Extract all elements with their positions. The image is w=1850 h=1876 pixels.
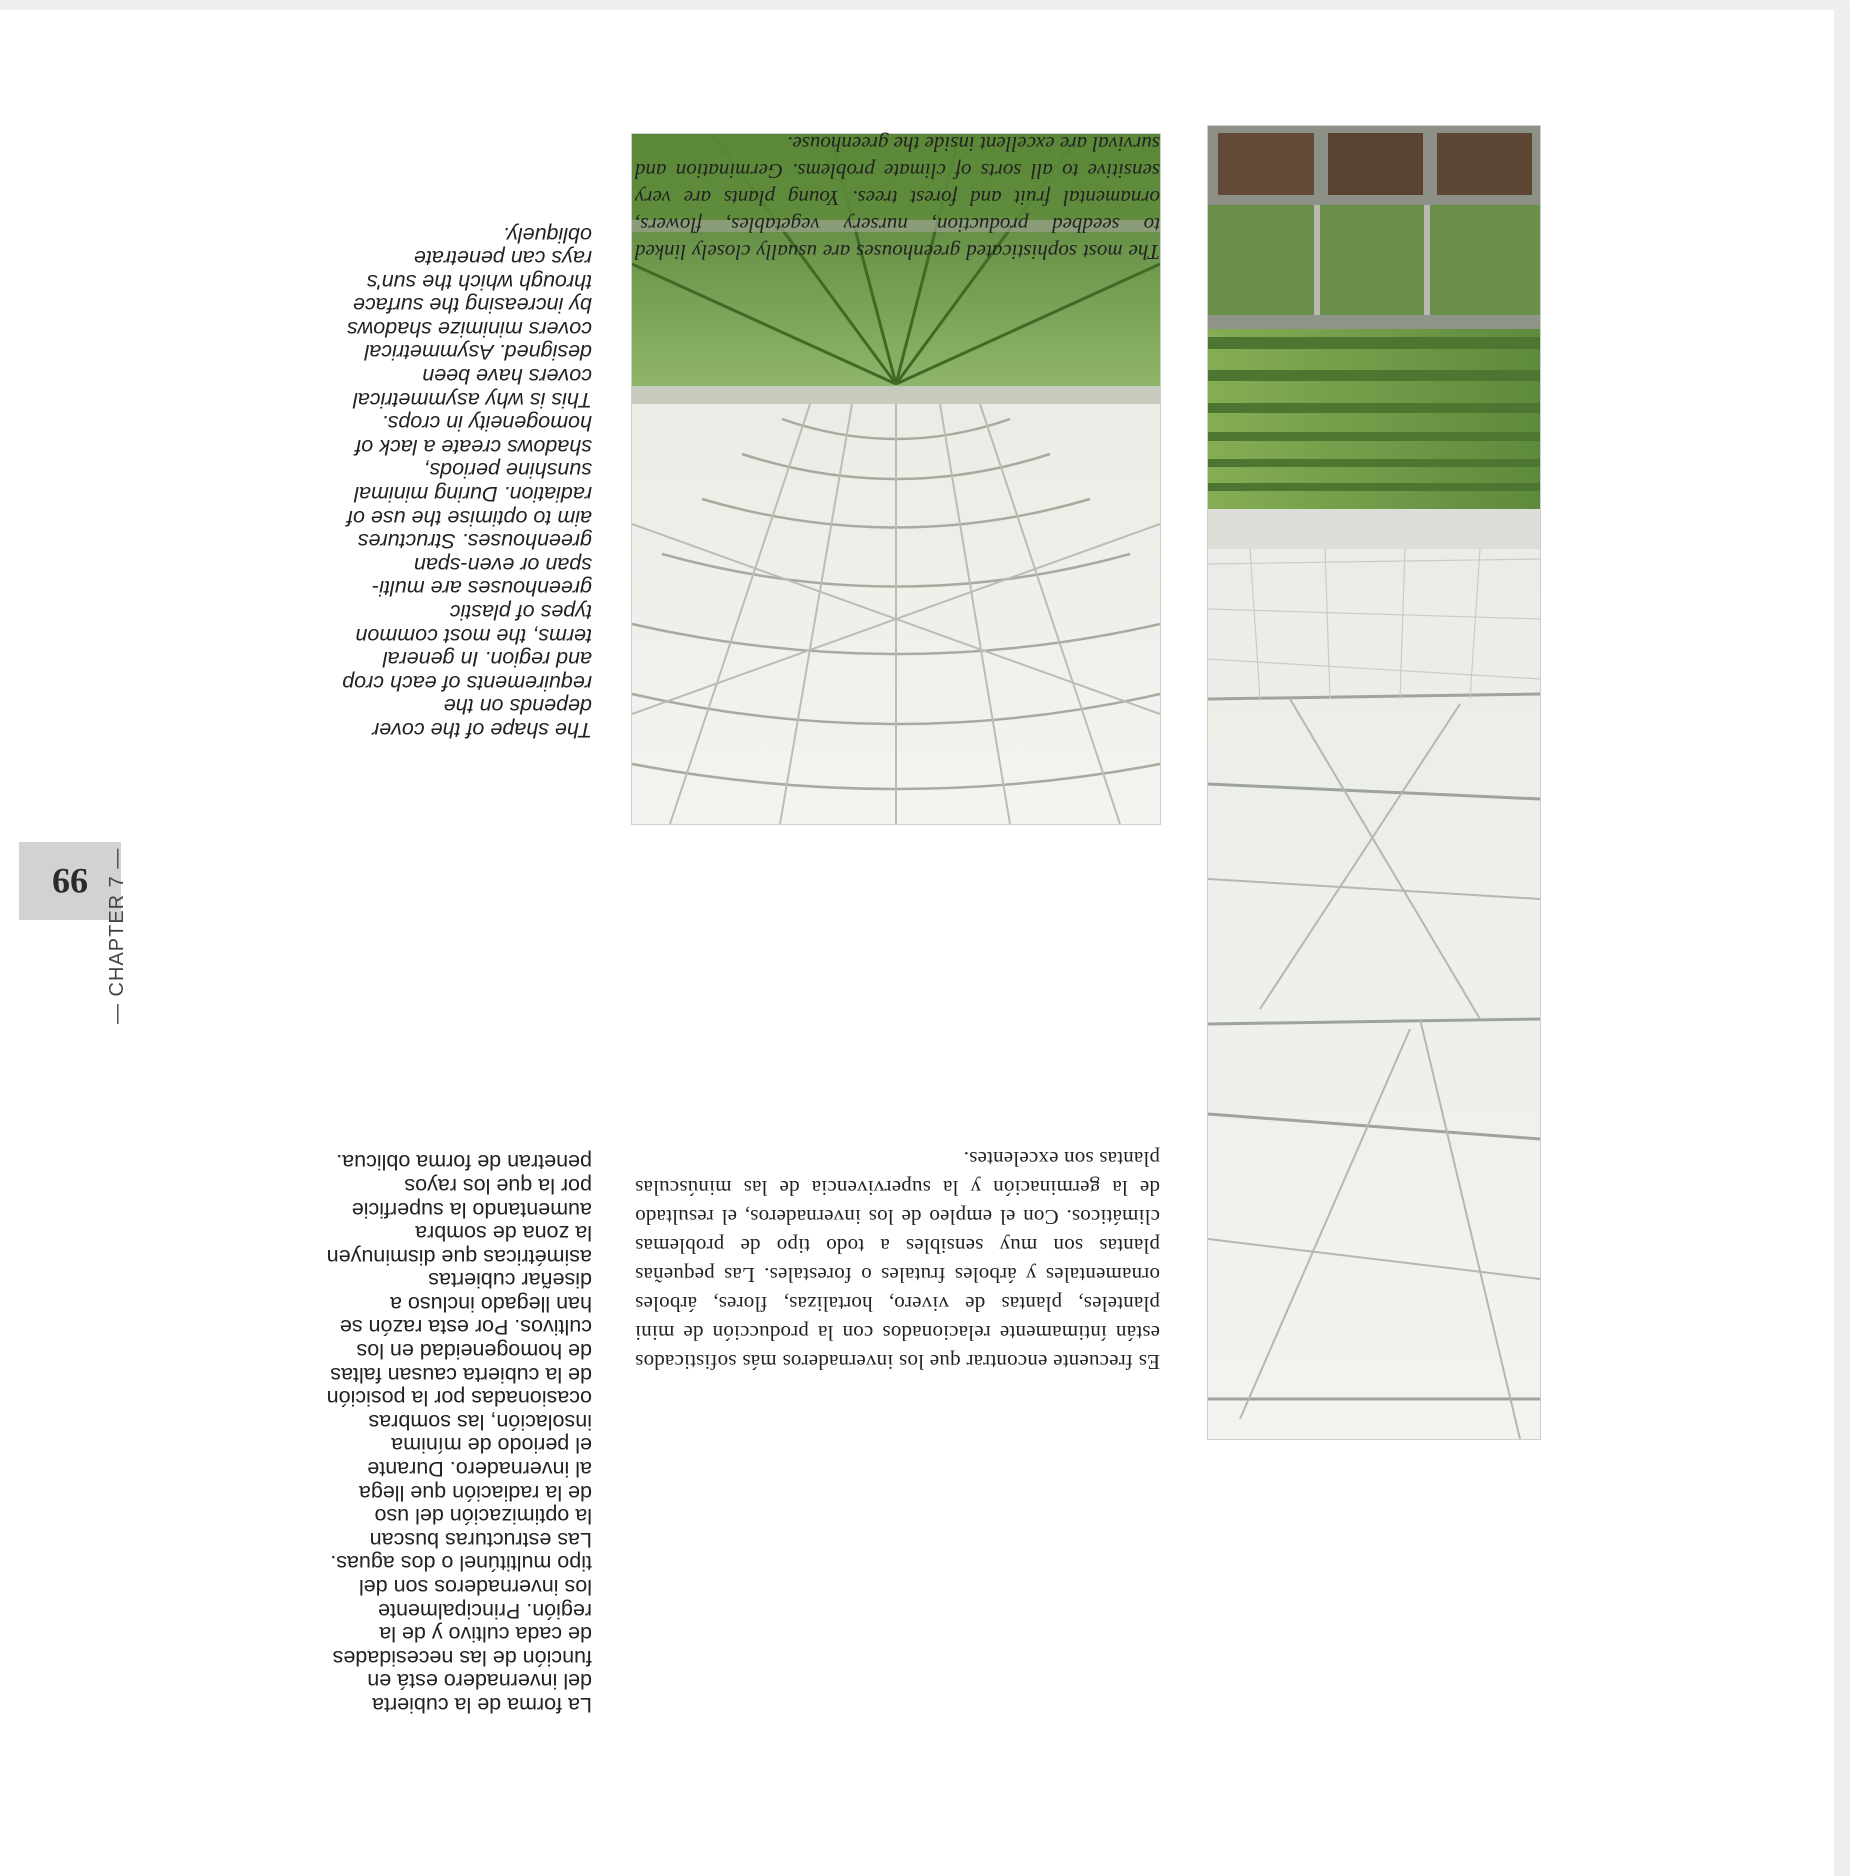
sidebar-line: depends on the	[443, 694, 592, 719]
sidebar-line: asimétricas que disminuyen	[326, 1244, 592, 1269]
sidebar-line: types of plastic	[449, 600, 592, 625]
sidebar-line: penetran de forma oblicua.	[336, 1150, 592, 1175]
page-number: 99	[52, 861, 88, 901]
sidebar-line: greenhouses. Structures	[357, 529, 592, 554]
sidebar-line: and region. In general	[382, 647, 592, 672]
sidebar-line: tipo multitúnel o dos aguas.	[330, 1551, 592, 1576]
sidebar-text-english	[302, 222, 592, 741]
sidebar-line: del invernadero está en	[367, 1669, 592, 1694]
sidebar-line: por la que los rayos	[404, 1173, 592, 1198]
sidebar-line: shadows create a lack of	[355, 434, 592, 459]
sidebar-line: by increasing the surface	[352, 293, 592, 318]
chapter-label: — CHAPTER 7 —	[106, 847, 128, 1024]
sidebar-line: de la cubierta causan faltas	[330, 1362, 592, 1387]
sidebar-line: greenhouses are multi-	[372, 576, 592, 601]
sidebar-line: covers have been	[422, 364, 592, 389]
sidebar-line: región. Principalmente	[378, 1598, 592, 1623]
sidebar-line: cultivos. Por esta razón se	[339, 1315, 592, 1340]
sidebar-line: through which the sun's	[366, 269, 592, 294]
sidebar-line: insolación, las sombras	[368, 1409, 592, 1434]
sidebar-line: La forma de la cubierta	[372, 1693, 592, 1717]
sidebar-line: The shape of the cover	[372, 718, 592, 742]
sidebar-line: designed. Asymmetrical	[364, 340, 592, 365]
sidebar-line: los invernaderos son del	[358, 1575, 592, 1600]
sidebar-line: obliquely.	[502, 222, 592, 247]
sidebar-line: span or even-span	[413, 552, 592, 577]
scan-edge-bottom	[0, 0, 1850, 10]
sidebar-line: sunshine periods,	[423, 458, 592, 483]
sidebar-line: de homogeneidad en los	[356, 1339, 592, 1364]
sidebar-line: la zona de sombra	[415, 1221, 592, 1246]
sidebar-line: ocasionadas por la posición	[326, 1386, 592, 1411]
sidebar-line: al invernadero. Durante	[367, 1457, 592, 1482]
intro-paragraph-english: The most sophisticated greenhouses are usually closely linked to seedbed production, nursery vegetables, flowers, ornamental fruit and forest trees. Young plants are very sensitive to all sorts of climate problems. Germination and survival are excellent inside the greenhouse.	[635, 132, 1160, 264]
sidebar-line: la optimización del uso	[374, 1504, 592, 1529]
sidebar-line: el periodo de mínima	[391, 1433, 592, 1458]
sidebar-text-spanish	[302, 1150, 592, 1716]
sidebar-line: diseñar cubiertas	[428, 1268, 592, 1293]
sidebar-line: de la radiación que llega	[358, 1480, 592, 1505]
greenhouse-seedbed-photo	[1207, 125, 1541, 1440]
sidebar-line: rays can penetrate	[413, 246, 592, 271]
sidebar-line: radiation. During minimal	[354, 482, 592, 507]
sidebar-line: función de las necesidades	[332, 1645, 592, 1670]
sidebar-line: requirements of each crop	[342, 670, 592, 695]
sidebar-line: aumentando la superficie	[351, 1197, 592, 1222]
sidebar-line: han llegado incluso a	[389, 1291, 592, 1316]
sidebar-line: aim to optimise the use of	[347, 505, 592, 530]
sidebar-line: terms, the most common	[355, 623, 592, 648]
sidebar-line: Las estructuras buscan	[369, 1527, 592, 1552]
intro-paragraph-spanish: Es frecuente encontrar que los invernaderos más sofisticados están íntimamente relacionados con la producción de mini planteles, plantas de vivero, hortalizas, flores, árboles ornamentales y árboles frutales o forestales. Las pequeñas plantas son muy sensibles a todo tipo de problemas climáticos. Con el empleo de los invernaderos, el resultado de la germinación y la supervivencia de las minúsculas plantas son excelentes.	[635, 1147, 1160, 1374]
sidebar-line: homogeneity in crops.	[381, 411, 592, 436]
sidebar-line: This is why asymmetrical	[353, 387, 592, 412]
sidebar-line: covers minimize shadows	[347, 316, 592, 341]
sidebar-line: de cada cultivo y de la	[379, 1622, 592, 1647]
scan-edge-shadow	[1834, 0, 1850, 1876]
